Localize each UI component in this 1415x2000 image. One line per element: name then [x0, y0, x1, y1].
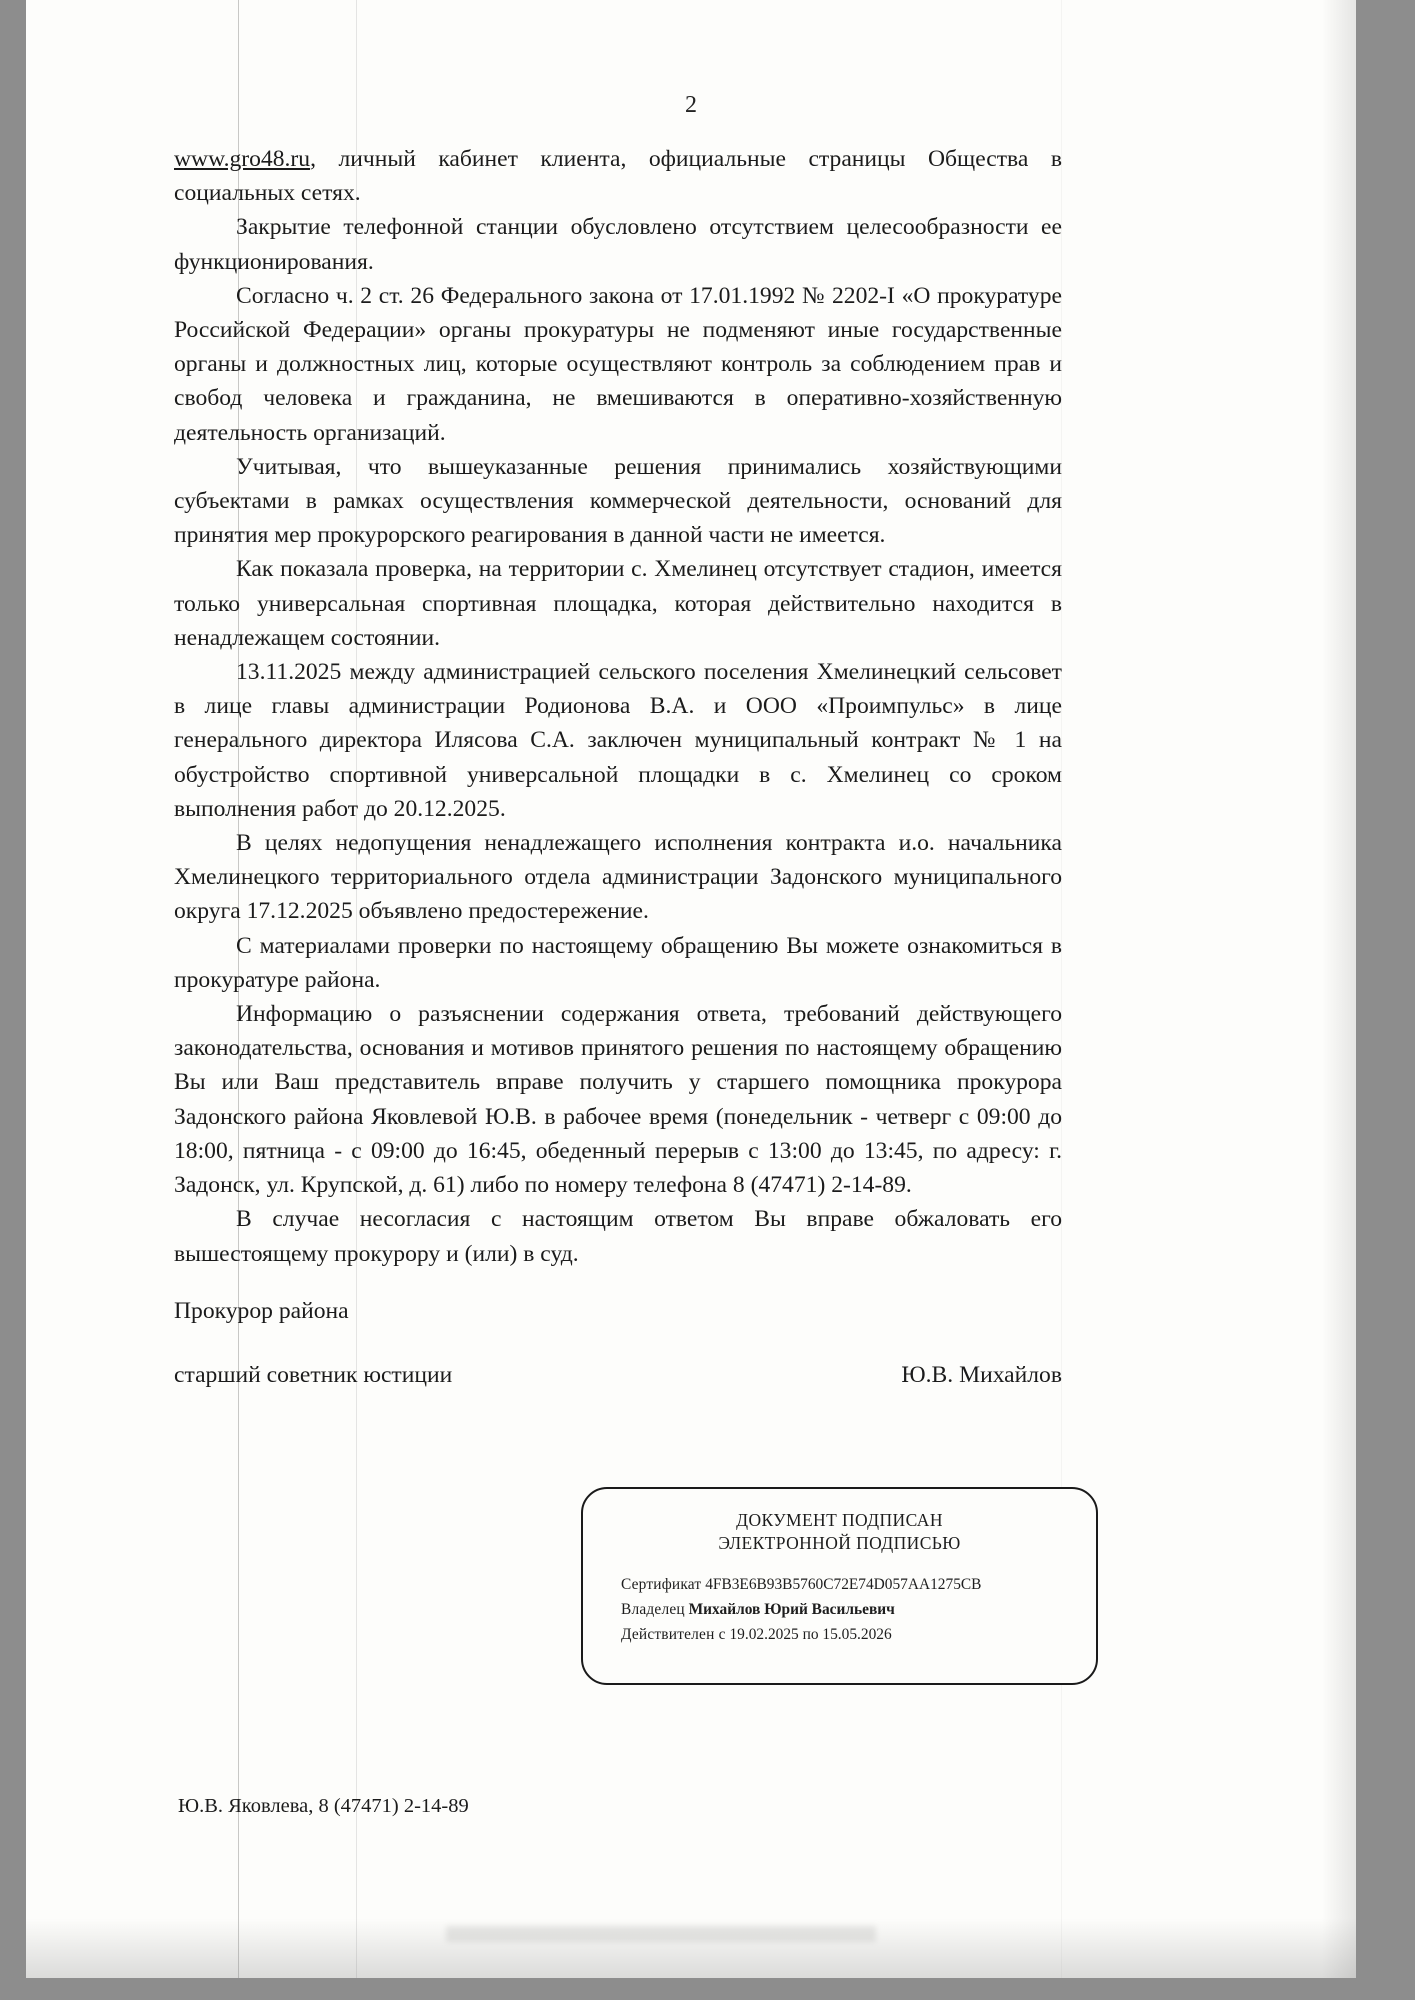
stamp-validity-to: 15.05.2026 [822, 1626, 892, 1643]
stamp-owner-value: Михайлов Юрий Васильевич [688, 1601, 895, 1618]
signature-rank: старший советник юстиции [174, 1362, 453, 1388]
stamp-details [609, 1572, 1070, 1647]
stamp-title-line-2: ЭЛЕКТРОННОЙ ПОДПИСЬЮ [718, 1533, 961, 1553]
stamp-validity-from: 19.02.2025 [729, 1626, 799, 1643]
signature-rank-row [174, 1358, 1062, 1392]
stamp-title [609, 1509, 1070, 1555]
page-number: 2 [685, 92, 697, 118]
stamp-certificate-row [621, 1572, 1070, 1597]
paragraph-commercial-activity: Учитывая, что вышеуказанные решения принимались хозяйствующими субъектами в рамках осуществления коммерческой деятельности, оснований для принятия мер прокурорского реагирования в данной части не имеется. [174, 453, 1062, 549]
paragraph-station-closure: Закрытие телефонной станции обусловлено отсутствием целесообразности ее функционирования. [174, 214, 1062, 275]
paragraph-appeal-rights: В случае несогласия с настоящим ответом Вы вправе обжаловать его вышестоящему прокурору и (или) в суд. [174, 1206, 1062, 1267]
signature-block [174, 1294, 1062, 1392]
scan-smudge [446, 1926, 876, 1942]
stamp-certificate-label: Сертификат [621, 1576, 702, 1593]
paragraph-warning-issued: В целях недопущения ненадлежащего исполнения контракта и.о. начальника Хмелинецкого территориального отдела администрации Задонского муниципального округа 17.12.2025 объявлено предостережение. [174, 830, 1062, 925]
signatory-name: Ю.В. Михайлов [901, 1362, 1062, 1388]
footer-contact: Ю.В. Яковлева, 8 (47471) 2-14-89 [178, 1795, 469, 1817]
stamp-validity-label: Действителен с [621, 1626, 726, 1643]
document-body [174, 142, 1062, 1271]
stamp-certificate-value: 4FB3E6B93B5760C72E74D057AA1275CB [705, 1576, 982, 1593]
scan-bottom-shading [26, 1918, 1356, 1978]
stamp-validity-to-label: по [802, 1626, 819, 1643]
paragraph-website [174, 142, 1062, 210]
stamp-validity-row [621, 1622, 1070, 1647]
electronic-signature-stamp [581, 1487, 1098, 1685]
signature-role: Прокурор района [174, 1298, 349, 1324]
paragraph-website-text: , личный кабинет клиента, официальные страницы Общества в социальных сетях. [174, 146, 1062, 207]
stamp-title-line-1: ДОКУМЕНТ ПОДПИСАН [736, 1510, 943, 1530]
stamp-owner-row [621, 1597, 1070, 1622]
stamp-owner-label: Владелец [621, 1601, 685, 1618]
document-page [26, 0, 1356, 1978]
paragraph-municipal-contract: 13.11.2025 между администрацией сельского поселения Хмелинецкий сельсовет в лице главы администрации Родионова В.А. и ООО «Проимпульс» в лице генерального директора Илясова С.А. заключен муниципальный контракт № 1 на обустройство спортивной универсальной площадки в с. Хмелинец со сроком выполнения работ до 20.12.2025. [174, 659, 1062, 822]
paragraph-materials-review: С материалами проверки по настоящему обращению Вы можете ознакомиться в прокуратуре района. [174, 932, 1062, 993]
website-link[interactable]: www.gro48.ru [174, 146, 311, 172]
paragraph-federal-law: Согласно ч. 2 ст. 26 Федерального закона от 17.01.1992 № 2202-I «О прокуратуре Российской Федерации» органы прокуратуры не подменяют иные государственные органы и должностных лиц, которые осуществляют контроль за соблюдением прав и свобод человека и гражданина, не вмешиваются в оперативно-хозяйственную деятельность организаций. [174, 282, 1062, 446]
paragraph-clarification-info: Информацию о разъяснении содержания ответа, требований действующего законодательства, основания и мотивов принятого решения по настоящему обращению Вы или Ваш представитель вправе получить у старшего помощника прокурора Задонского района Яковлевой Ю.В. в рабочее время (понедельник - четверг с 09:00 до 18:00, пятница - с 09:00 до 16:45, обеденный перерыв с 13:00 до 13:45, по адресу: г. Задонск, ул. Крупской, д. 61) либо по номеру телефона 8 (47471) 2-14-89. [174, 1001, 1062, 1199]
paragraph-inspection-result: Как показала проверка, на территории с. Хмелинец отсутствует стадион, имеется только универсальная спортивная площадка, которая действительно находится в ненадлежащем состоянии. [174, 556, 1062, 651]
